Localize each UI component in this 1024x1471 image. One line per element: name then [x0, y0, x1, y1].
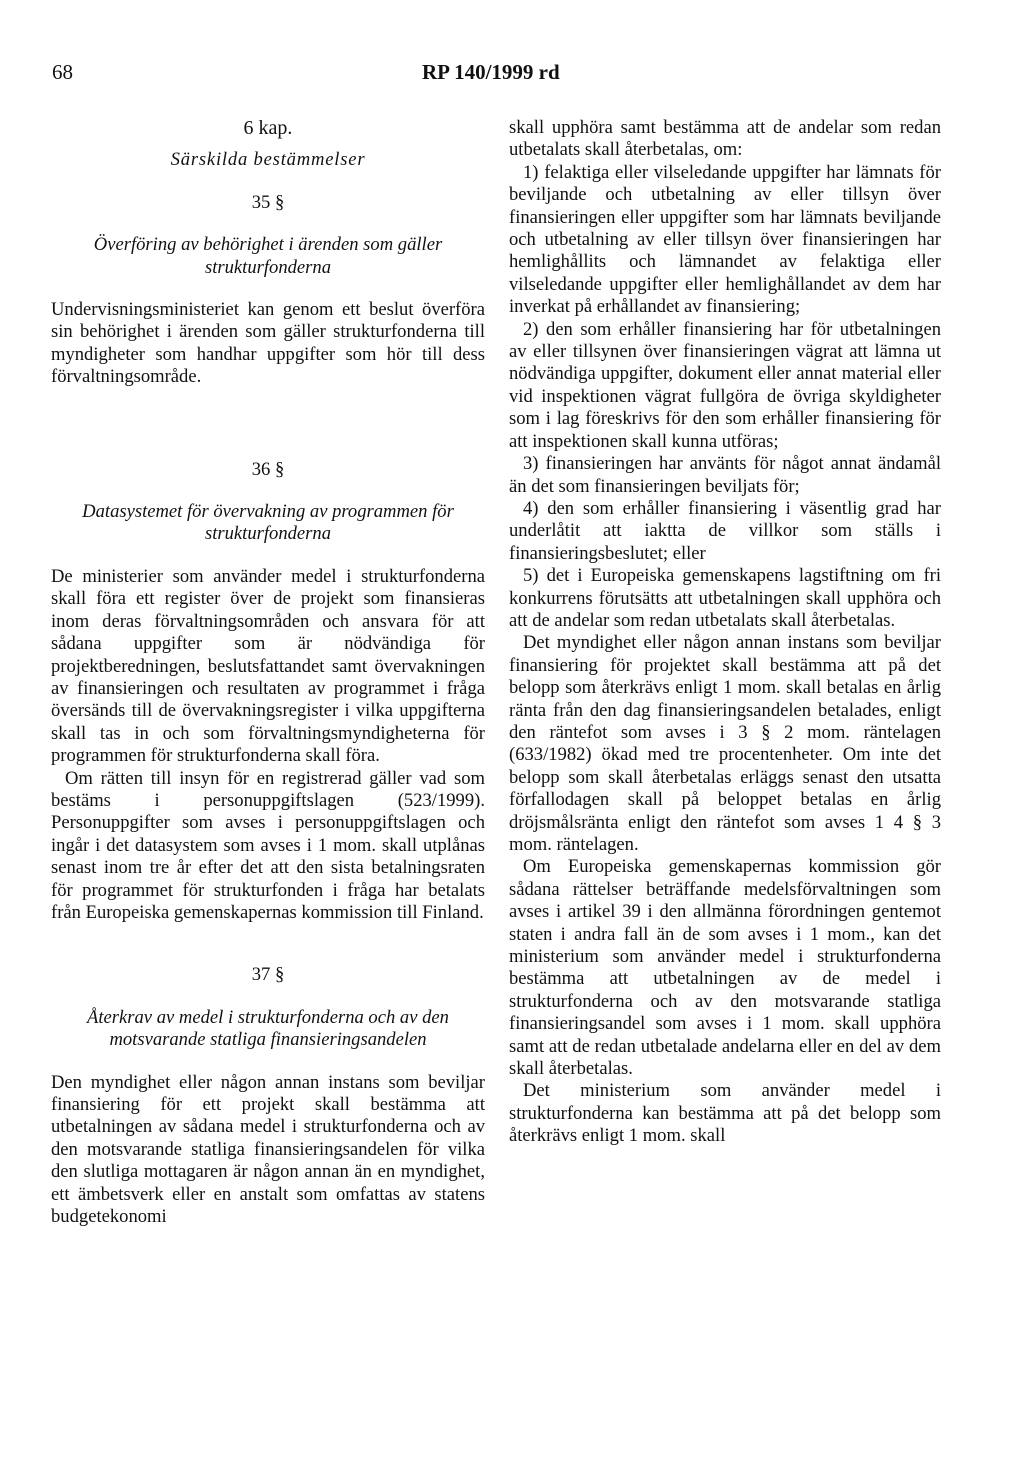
section-37-label: 37 § [251, 964, 285, 986]
list-item-5: 5) det i Europeiska gemenskapens lagstiftning om fri konkurrens förutsätts att utbetalningen skall upphöra och att de andelar som redan utbetalats skall återbetalas. [509, 565, 941, 631]
page-number: 68 [52, 60, 73, 84]
continuation-paragraph: skall upphöra samt bestämma att de andelar som redan utbetalats skall återbetalas, om: [509, 117, 941, 161]
section-36-paragraph-2: Om rätten till insyn för en registrerad gäller vad som bestäms i personuppgiftslagen (523/1999). Personuppgifter som avses i personuppgiftslagen och ingår i det datasystem som avses i 1 mom. skall utplånas senast inom tre år efter det att den sista betalningsraten för programmet för strukturfonden i fråga har betalats från Europeiska gemenskapernas kommission till Finland. [51, 767, 485, 923]
section-35-label: 35 § [251, 191, 285, 213]
paragraph-4: Det ministerium som använder medel i strukturfonderna kan bestämma att på det belopp som återkrävs enligt 1 mom. skall [509, 1080, 941, 1147]
section-36-heading: Datasystemet för övervakning av programmen för strukturfonderna [82, 501, 454, 545]
paragraph-2: Det myndighet eller någon annan instans som beviljar finansiering för projektet skall bestämma att på det belopp som återkrävs enligt 1 mom. skall betalas en årlig ränta från den dag finansieringsandelen betalades, enligt den räntefot som avses i 3 § 2 mom. räntelagen (633/1982) ökad med tre procentenheter. Om inte det belopp som skall återbetalas erläggs senast den utsatta förfallodagen skall på beloppet betalas en årlig dröjsmålsränta enligt den räntefot som avses 1 4 § 3 mom. räntelagen. [509, 632, 941, 855]
chapter-title: Särskilda bestämmelser [170, 149, 366, 171]
paragraph-3: Om Europeiska gemenskapernas kommission gör sådana rättelser beträffande medelsförvaltningen som avses i artikel 39 i den allmänna förordningen gentemot staten i andra fall än de som avses i 1 mom., kan det ministerium som använder medel i strukturfonderna bestämma att utbetalningen av de medel i strukturfonderna och av den motsvarande statliga finansieringsandel som avses i 1 mom. skall upphöra samt att de redan utbetalade andelarna eller en del av dem skall återbetalas. [509, 856, 941, 1080]
chapter-heading: 6 kap. [243, 117, 293, 139]
section-37-heading: Återkrav av medel i strukturfonderna och av den motsvarande statliga finansieringsandelen [87, 1006, 449, 1051]
list-item-1: 1) felaktiga eller vilseledande uppgifter har lämnats för beviljande och utbetalning av eller tillsyn över finansieringen eller uppgifter som har lämnats beviljande och utbetalning av eller tillsyn över finansieringen har hemlighållits och lämnandet av felaktiga eller vilseledande uppgifter eller hemlighållandet av dem har inverkat på erhållandet av finansiering; [509, 161, 941, 318]
left-column [51, 117, 485, 1228]
section-36-paragraph-1: De ministerier som använder medel i strukturfonderna skall föra ett register över de projekt som finansieras inom deras förvaltningsområden och ansvara för att sådana uppgifter som är nödvändiga för projektberedningen, beslutsfattandet samt övervakningen av finansieringen och resultaten av programmet i fråga översänds till de övervakningsregister i vilka uppgifterna skall tas in och som förvaltningsmyndigheterna för programmen för strukturfonderna skall föra. [51, 565, 485, 767]
page-header [0, 60, 1024, 90]
list-item-4: 4) den som erhåller finansiering i väsentlig grad har underlåtit att iaktta de villkor som ställs i finansieringsbeslutet; eller [509, 497, 941, 564]
section-37-paragraph: Den myndighet eller någon annan instans som beviljar finansiering för ett projekt skall bestämma att utbetalningen av sådana medel i strukturfonderna och av den motsvarande statliga finansieringsandelen för vilka den slutliga mottagaren är någon annan än en myndighet, ett ämbetsverk eller en anstalt som omfattas av statens budgetekonomi [51, 1071, 485, 1228]
right-column [509, 117, 941, 1148]
running-title: RP 140/1999 rd [422, 60, 560, 84]
list-item-3: 3) finansieringen har använts för något annat ändamål än det som finansieringen beviljats för; [509, 453, 941, 497]
section-36-label: 36 § [251, 458, 285, 480]
list-item-2: 2) den som erhåller finansiering har för utbetalningen av eller tillsynen över finansieringen vägrat att lämna ut nödvändiga uppgifter, dokument eller annat material eller vid inspektionen vägrat fullgöra de övriga skyldigheter som i lag föreskrivs för den som erhåller finansiering för att inspektionen skall kunna utföras; [509, 318, 941, 452]
section-35-heading: Överföring av behörighet i ärenden som gäller strukturfonderna [93, 234, 443, 278]
section-35-paragraph: Undervisningsministeriet kan genom ett beslut överföra sin behörighet i ärenden som gäller strukturfonderna till myndigheter som handhar uppgifter som hör till dess förvaltningsområde. [51, 299, 485, 388]
